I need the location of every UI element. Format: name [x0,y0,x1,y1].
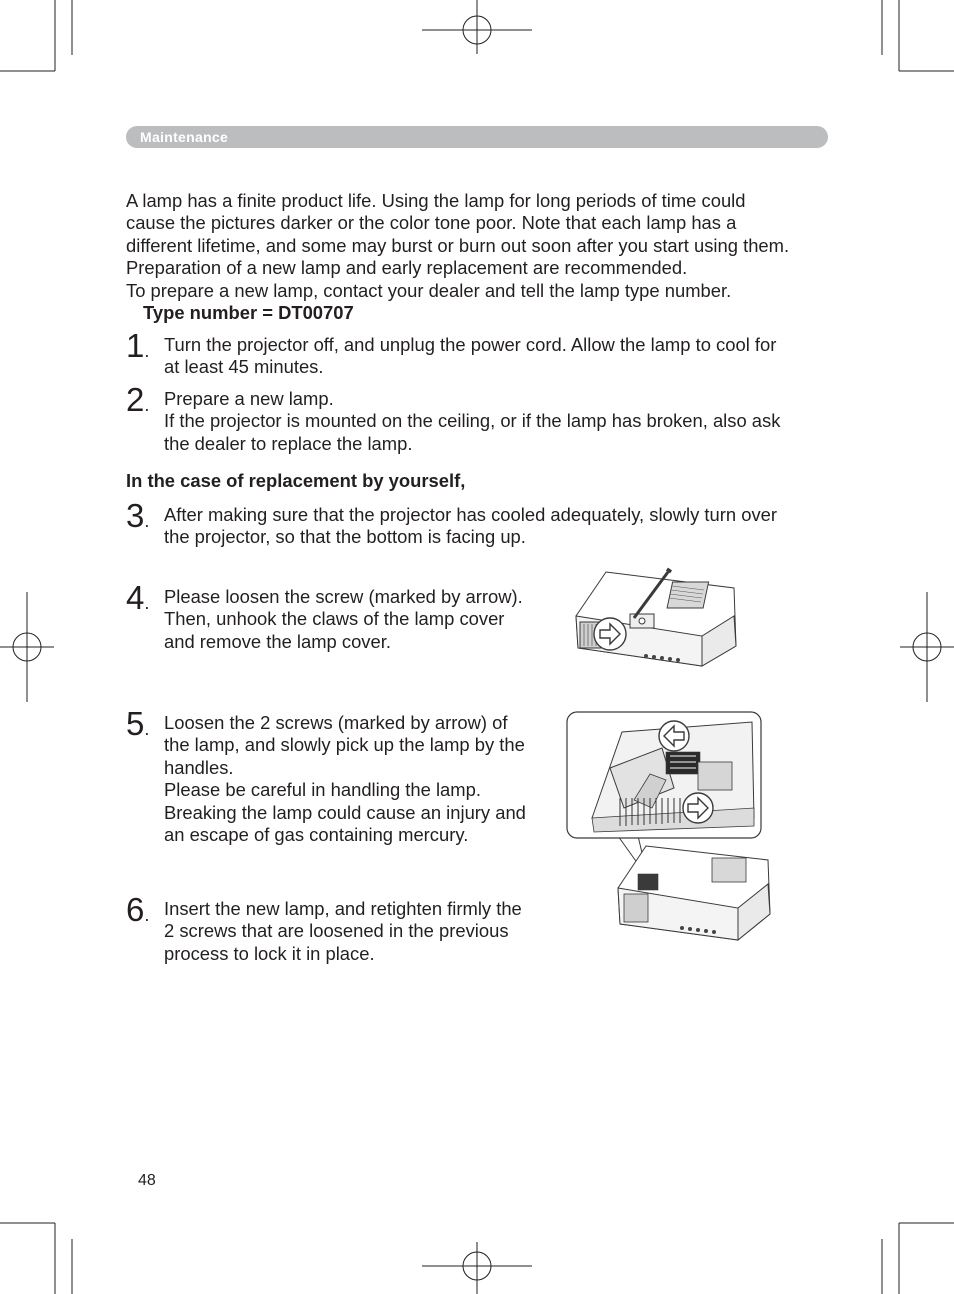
intro-line: A lamp has a finite product life. Using the lamp for long periods of time could [126,190,746,211]
step-text: Insert the new lamp, and retighten firmly the 2 screws that are loosened in the previous process to lock it in place. [164,898,522,964]
lamp-type-number: Type number = DT00707 [143,302,354,323]
step-number: 6. [126,891,150,928]
step-number: 4. [126,579,150,616]
page-number: 48 [138,1172,156,1189]
intro-paragraph [126,190,846,302]
lamp-cover-removal-illustration [570,566,745,672]
intro-line: different lifetime, and some may burst or burn out soon after you start using them. [126,234,790,256]
step-number: 3. [126,497,150,534]
step-text: Prepare a new lamp. If the projector is mounted on the ceiling, or if the lamp has broken, also ask the dealer to replace the lamp. [164,388,781,454]
step-text: Turn the projector off, and unplug the power cord. Allow the lamp to cool for at least 45 minutes. [164,334,777,378]
lamp-screws-illustration [562,708,774,948]
step-number: 5. [126,705,150,742]
step-text: Please loosen the screw (marked by arrow). Then, unhook the claws of the lamp cover and remove the lamp cover. [164,586,523,652]
subheading: In the case of replacement by yourself, [126,470,466,491]
step-text: After making sure that the projector has cooled adequately, slowly turn over the projector, so that the bottom is facing up. [164,504,778,548]
intro-line: cause the pictures darker or the color tone poor. Note that each lamp has a [126,212,737,234]
section-label: Maintenance [140,129,229,145]
step-number: 1. [126,327,150,364]
intro-line: To prepare a new lamp, contact your dealer and tell the lamp type number. [126,279,732,301]
section-header-bar [126,126,828,148]
step-text: Loosen the 2 screws (marked by arrow) of the lamp, and slowly pick up the lamp by the handles. Please be careful in handling the lamp. Breaking the lamp could cause an injury and an escape of gas containing mercury. [164,712,526,846]
intro-line: Preparation of a new lamp and early replacement are recommended. [126,257,688,279]
step-number: 2. [126,381,150,418]
